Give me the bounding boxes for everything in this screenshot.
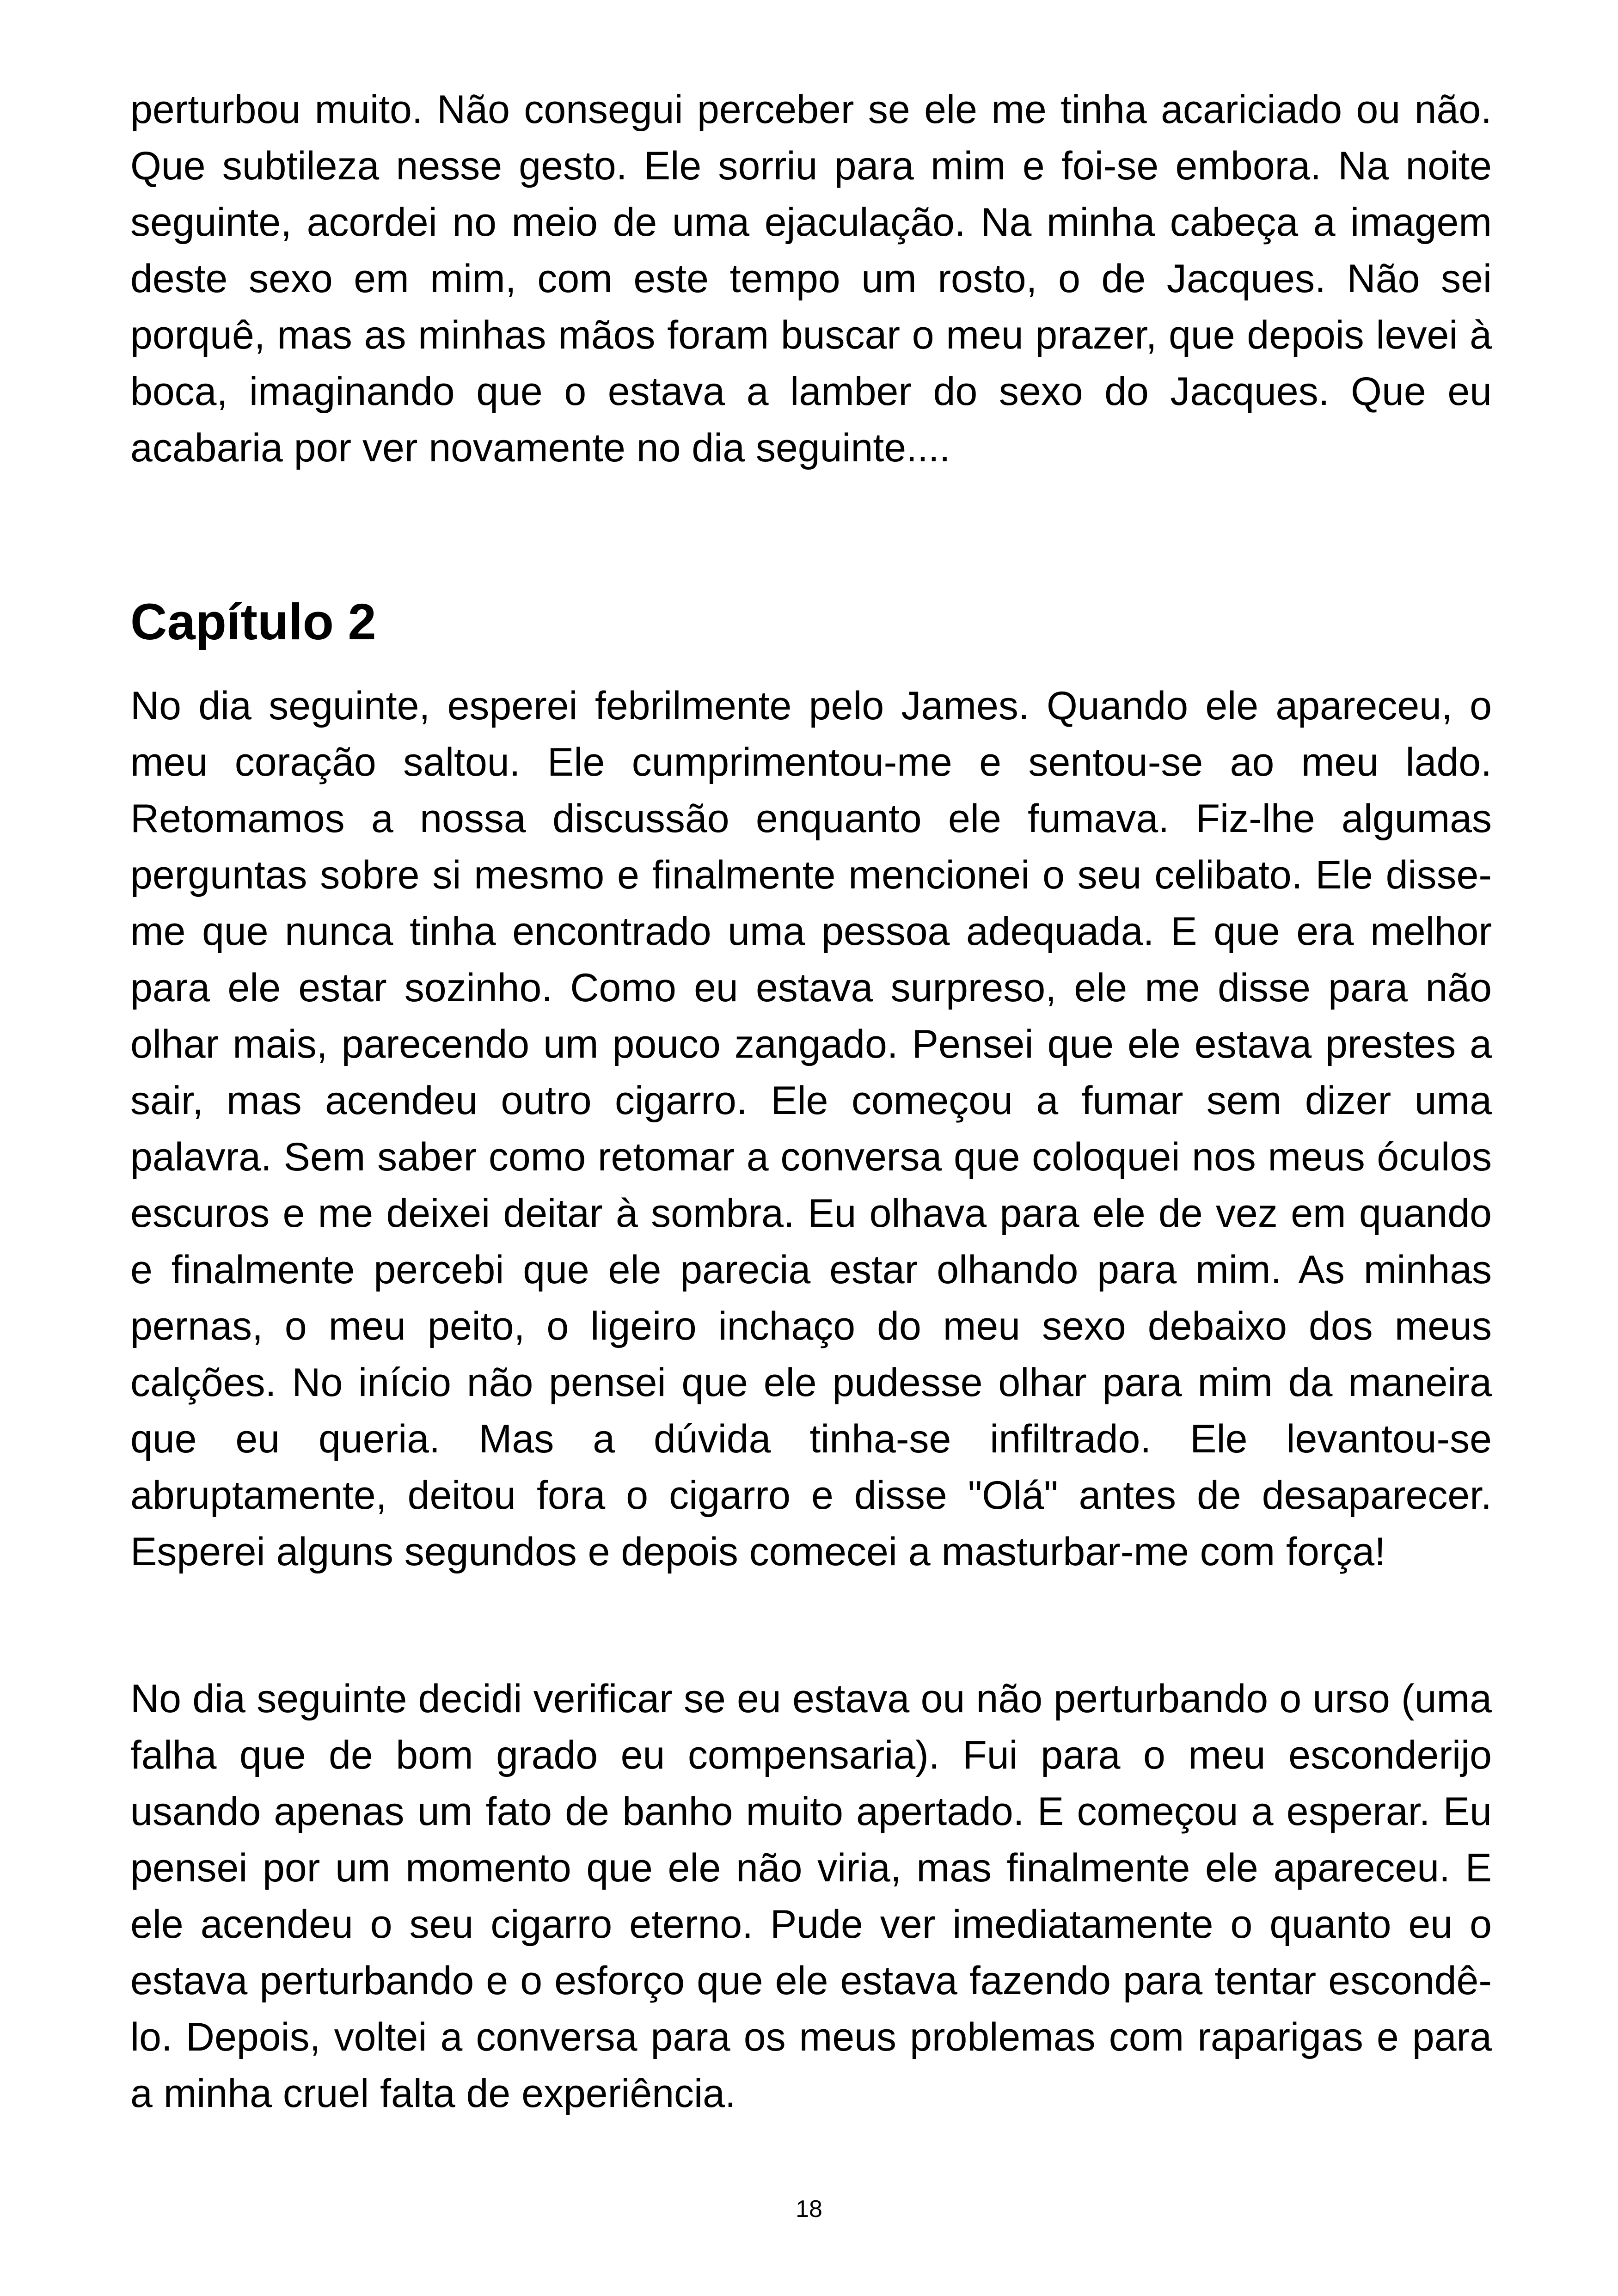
paragraph-continuation: perturbou muito. Não consegui perceber se ele me tinha acariciado ou não. Que subtileza nesse gesto. Ele sorriu para mim e foi-se embora. Na noite seguinte, acordei no meio de uma ejaculação. Na minha cabeça a imagem deste sexo em mim, com este tempo um rosto, o de Jacques. Não sei porquê, mas as minhas mãos foram buscar o meu prazer, que depois levei à boca, imaginando que o estava a lamber do sexo do Jacques. Que eu acabaria por ver novamente no dia seguinte.... <box>130 87 1492 470</box>
paragraph-chapter-opening: No dia seguinte, esperei febrilmente pelo James. Quando ele apareceu, o meu coração saltou. Ele cumprimentou-me e sentou-se ao meu lado. Retomamos a nossa discussão enquanto ele fumava. Fiz-lhe algumas perguntas sobre si mesmo e finalmente mencionei o seu celibato. Ele disse-me que nunca tinha encontrado uma pessoa adequada. E que era melhor para ele estar sozinho. Como eu estava surpreso, ele me disse para não olhar mais, parecendo um pouco zangado. Pensei que ele estava prestes a sair, mas acendeu outro cigarro. Ele começou a fumar sem dizer uma palavra. Sem saber como retomar a conversa que coloquei nos meus óculos escuros e me deixei deitar à sombra. Eu olhava para ele de vez em quando e finalmente percebi que ele parecia estar olhando para mim. As minhas pernas, o meu peito, o ligeiro inchaço do meu sexo debaixo dos meus calções. No início não pensei que ele pudesse olhar para mim da maneira que eu queria. Mas a dúvida tinha-se infiltrado. Ele levantou-se abruptamente, deitou fora o cigarro e disse "Olá" antes de desaparecer. Esperei alguns segundos e depois comecei a masturbar-me com força! <box>130 684 1492 1574</box>
page-number: 18 <box>796 2196 822 2223</box>
chapter-title: Capítulo 2 <box>130 594 376 650</box>
paragraph-next-day: No dia seguinte decidi verificar se eu estava ou não perturbando o urso (uma falha que de bom grado eu compensaria). Fui para o meu esconderijo usando apenas um fato de banho muito apertado. E começou a esperar. Eu pensei por um momento que ele não viria, mas finalmente ele apareceu. E ele acendeu o seu cigarro eterno. Pude ver imediatamente o quanto eu o estava perturbando e o esforço que ele estava fazendo para tentar escondê-lo. Depois, voltei a conversa para os meus problemas com raparigas e para a minha cruel falta de experiência. <box>130 1677 1492 2116</box>
